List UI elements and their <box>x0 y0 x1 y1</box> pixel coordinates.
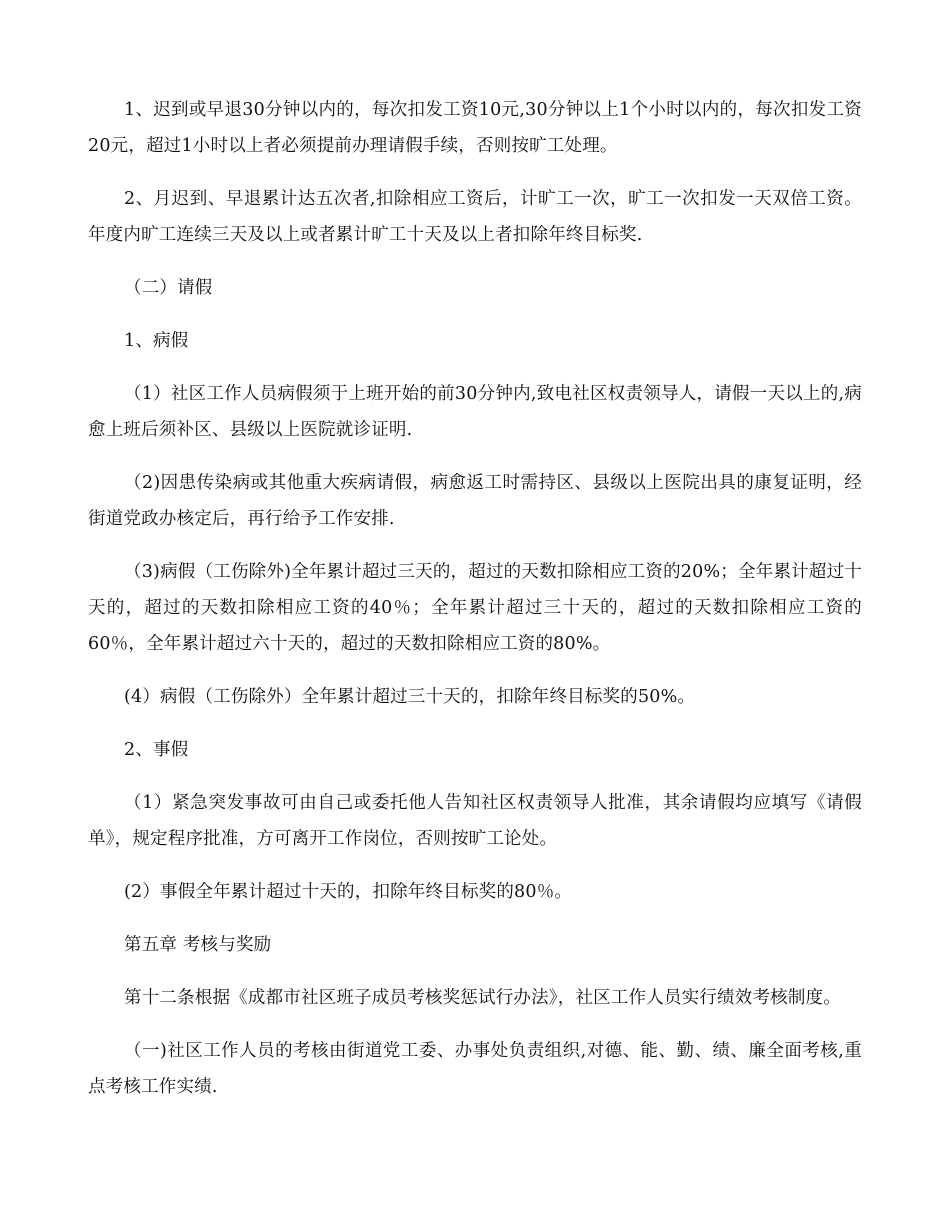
paragraph-sick-leave-4: (4）病假（工伤除外）全年累计超过三十天的，扣除年终目标奖的50%。 <box>124 687 696 707</box>
paragraph-article-12: 第十二条根据《成都市社区班子成员考核奖惩试行办法》，社区工作人员实行绩效考核制度。 <box>124 988 841 1008</box>
paragraph-personal-leave-1: （1）紧急突发事故可由自己或委托他人告知社区权责领导人批准，其余请假均应填写《请假单》，规定程序批准，方可离开工作岗位，否则按旷工论处。 <box>88 793 862 849</box>
paragraph-late-early-leave: 1、迟到或早退30分钟以内的，每次扣发工资10元,30分钟以上1个小时以内的，每次扣发工资20元，超过1小时以上者必须提前办理请假手续，否则按旷工处理。 <box>88 100 862 156</box>
subheading-personal-leave: 2、事假 <box>124 740 189 760</box>
paragraph-sick-leave-2: （2)因患传染病或其他重大疾病请假，病愈返工时需持区、县级以上医院出具的康复证明，经街道党政办核定后，再行给予工作安排. <box>88 473 862 529</box>
paragraph-personal-leave-2: (2）事假全年累计超过十天的，扣除年终目标奖的80％。 <box>124 882 573 902</box>
subheading-sick-leave: 1、病假 <box>124 331 189 351</box>
paragraph-sick-leave-1: （1）社区工作人员病假须于上班开始的前30分钟内,致电社区权责领导人，请假一天以上的,病愈上班后须补区、县级以上医院就诊证明. <box>88 384 862 440</box>
section-heading-leave: （二）请假 <box>124 278 213 298</box>
chapter-heading-assessment: 第五章 考核与奖励 <box>124 935 272 955</box>
paragraph-monthly-lateness: 2、月迟到、早退累计达五次者,扣除相应工资后，计旷工一次，旷工一次扣发一天双倍工资。年度内旷工连续三天及以上或者累计旷工十天及以上者扣除年终目标奖. <box>88 189 862 245</box>
paragraph-sick-leave-3: （3)病假（工伤除外)全年累计超过三天的，超过的天数扣除相应工资的20%；全年累计超过十天的，超过的天数扣除相应工资的40％；全年累计超过三十天的，超过的天数扣除相应工资的60％，全年累计超过六十天的，超过的天数扣除相应工资的80%。 <box>88 562 862 654</box>
paragraph-assessment-1: （一)社区工作人员的考核由街道党工委、办事处负责组织,对德、能、勤、绩、廉全面考核,重点考核工作实绩. <box>88 1041 862 1097</box>
